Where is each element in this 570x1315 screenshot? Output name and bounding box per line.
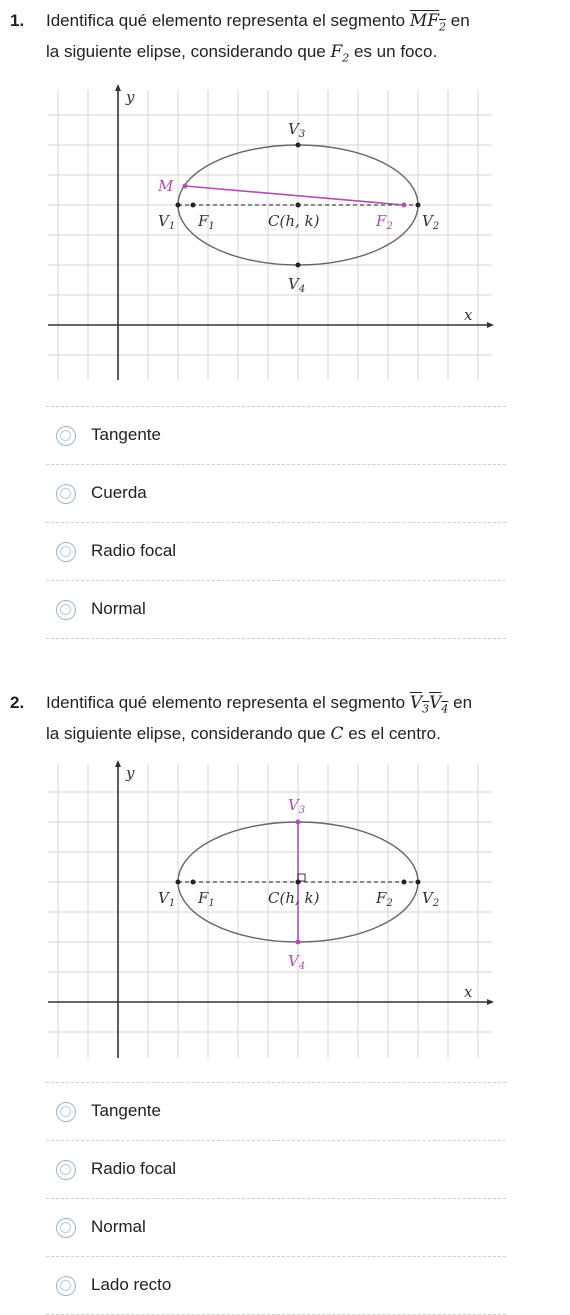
question-text-part: en (446, 11, 470, 30)
label-F1: $F_1$ (198, 212, 215, 232)
question-text-part: la siguiente elipse, considerando que (46, 724, 331, 744)
point-C (296, 880, 301, 885)
question-text (46, 8, 566, 71)
option-label: Lado recto (91, 1275, 172, 1294)
point-V4 (296, 940, 301, 945)
label-M: M (158, 177, 174, 195)
segment-letters: MF (409, 11, 440, 31)
radio-icon[interactable] (56, 542, 76, 562)
label-V4: $V_4$ (288, 275, 306, 295)
label-V4: $V_4$ (288, 952, 306, 972)
label-F2: $F_2$ (376, 212, 393, 232)
point-F1 (191, 880, 196, 885)
ellipse-graph-2 (0, 758, 570, 1058)
label-C: C(h, k) (268, 889, 320, 907)
point-V3 (296, 143, 301, 148)
label-V3: $V_3$ (288, 120, 306, 140)
segment-subscript: 4 (441, 702, 449, 716)
math-letter: F (330, 42, 343, 63)
option-lado-recto[interactable] (46, 1256, 506, 1315)
math-variable (330, 42, 350, 65)
grid (48, 90, 492, 380)
y-axis-label: y (126, 88, 135, 106)
label-F2: $F_2$ (376, 889, 393, 909)
radio-icon[interactable] (56, 1160, 76, 1180)
label-V1: $V_1$ (158, 889, 176, 909)
radio-icon[interactable] (56, 1218, 76, 1238)
options-2 (46, 1082, 506, 1315)
radio-icon[interactable] (56, 1276, 76, 1296)
point-F2 (402, 880, 407, 885)
point-V3 (296, 820, 301, 825)
ellipse-graph-1 (0, 80, 570, 380)
option-cuerda[interactable] (46, 464, 506, 522)
point-V1 (176, 203, 181, 208)
option-label: Normal (91, 599, 146, 618)
x-axis-arrow (487, 999, 494, 1005)
option-tangente[interactable] (46, 406, 506, 464)
segment-letter: V (429, 693, 442, 713)
options-1 (46, 406, 506, 639)
option-label: Normal (91, 1217, 146, 1236)
segment-letter: V (409, 693, 423, 713)
label-V2: $V_2$ (422, 889, 440, 909)
option-normal[interactable] (46, 580, 506, 639)
y-axis-arrow (115, 84, 121, 91)
radio-icon[interactable] (56, 600, 76, 620)
y-axis-label: y (126, 764, 135, 782)
x-axis-arrow (487, 322, 494, 328)
x-axis-label: x (464, 983, 473, 1001)
point-F2 (402, 203, 407, 208)
y-axis-arrow (115, 760, 121, 767)
question-text-part: en (448, 693, 473, 712)
segment-MF2 (185, 186, 404, 205)
segment-label (409, 11, 447, 34)
option-label: Cuerda (91, 483, 147, 502)
segment-subscript: 2 (439, 20, 447, 34)
point-C (296, 203, 301, 208)
point-M (183, 184, 188, 189)
point-V2 (416, 880, 421, 885)
option-label: Radio focal (91, 541, 177, 560)
math-subscript: 2 (342, 51, 350, 65)
label-V3: $V_3$ (288, 796, 306, 816)
point-F1 (191, 203, 196, 208)
math-variable: C (330, 724, 344, 745)
point-V1 (176, 880, 181, 885)
option-tangente[interactable] (46, 1082, 506, 1140)
segment-label (409, 693, 449, 716)
point-V4 (296, 263, 301, 268)
question-text (46, 690, 566, 747)
radio-icon[interactable] (56, 484, 76, 504)
question-text-part: Identifica qué elemento representa el segmento (46, 693, 410, 712)
question-text-part: Identifica qué elemento representa el segmento (46, 11, 410, 30)
radio-icon[interactable] (56, 426, 76, 446)
option-label: Radio focal (91, 1159, 177, 1178)
option-radio-focal[interactable] (46, 1140, 506, 1198)
option-normal[interactable] (46, 1198, 506, 1256)
option-radio-focal[interactable] (46, 522, 506, 580)
label-C: C(h, k) (268, 212, 320, 230)
question-text-part: es el centro. (343, 724, 441, 744)
option-label: Tangente (91, 425, 161, 444)
x-axis-label: x (464, 306, 473, 324)
label-V1: $V_1$ (158, 212, 176, 232)
grid (48, 764, 492, 1058)
question-text-part: la siguiente elipse, considerando que (46, 42, 331, 62)
question-number: 2. (10, 693, 25, 712)
option-label: Tangente (91, 1101, 161, 1120)
question-text-part: es un foco. (349, 42, 438, 62)
question-number: 1. (10, 11, 25, 30)
label-F1: $F_1$ (198, 889, 215, 909)
segment-subscript: 3 (422, 702, 430, 716)
point-V2 (416, 203, 421, 208)
radio-icon[interactable] (56, 1102, 76, 1122)
label-V2: $V_2$ (422, 212, 440, 232)
